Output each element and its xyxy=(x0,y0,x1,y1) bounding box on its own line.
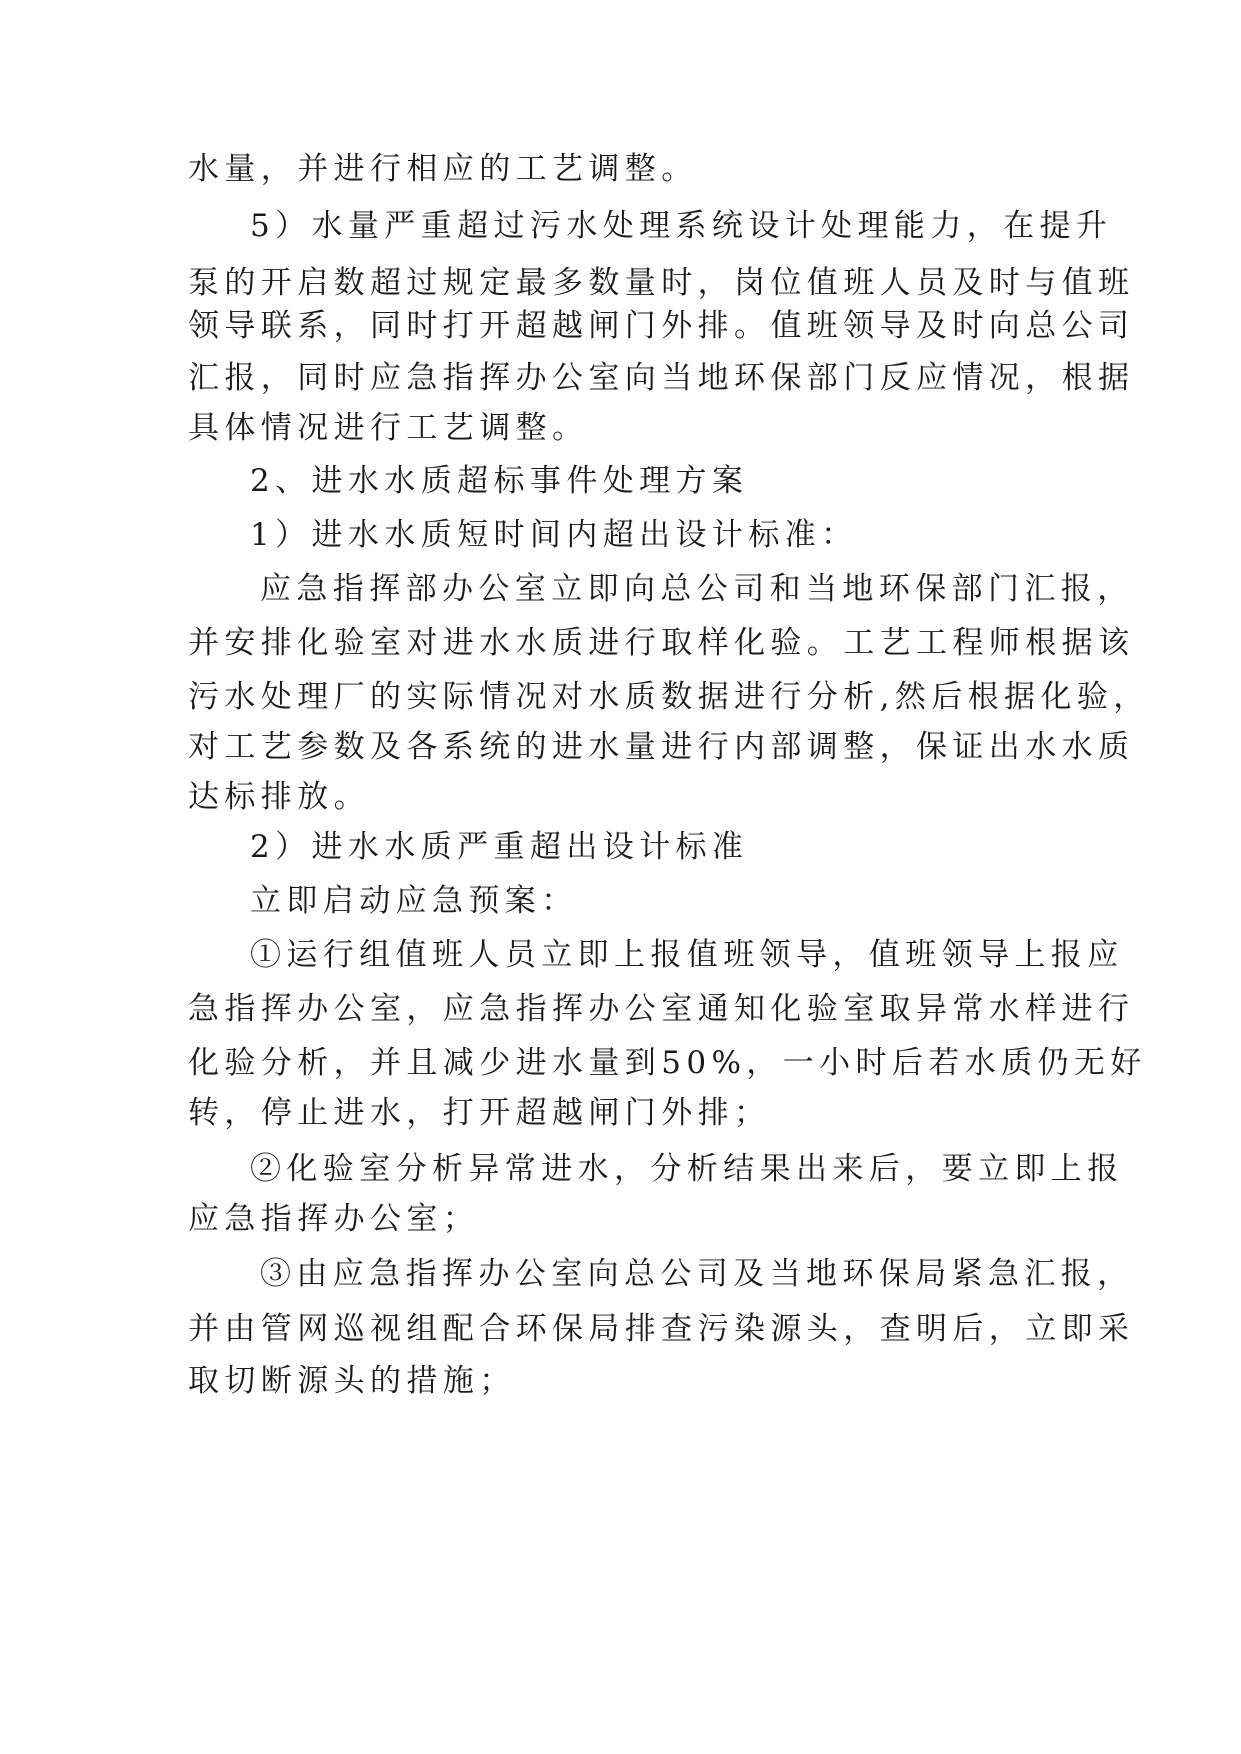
subsection-heading: 2）进水水质严重超出设计标准 xyxy=(250,829,749,865)
text-line: 并由管网巡视组配合环保局排查污染源头，查明后，立即采 xyxy=(188,1311,1135,1347)
text-line: 具体情况进行工艺调整。 xyxy=(188,410,589,446)
text-line: 化验分析，并且减少进水量到50%，一小时后若水质仍无好 xyxy=(188,1045,1147,1081)
text-line: 5）水量严重超过污水处理系统设计处理能力，在提升 xyxy=(250,208,1113,244)
text-line: 转，停止进水，打开超越闸门外排； xyxy=(188,1095,771,1131)
text-line: 泵的开启数超过规定最多数量时，岗位值班人员及时与值班 xyxy=(188,265,1135,301)
text-line: 领导联系，同时打开超越闸门外排。值班领导及时向总公司 xyxy=(188,308,1135,344)
text-line: 水量，并进行相应的工艺调整。 xyxy=(188,151,698,187)
list-item: ①运行组值班人员立即上报值班领导，值班领导上报应 xyxy=(250,937,1124,973)
text-line: 达标排放。 xyxy=(188,779,370,815)
text-line: 对工艺参数及各系统的进水量进行内部调整，保证出水水质 xyxy=(188,729,1135,765)
subsection-heading: 1）进水水质短时间内超出设计标准： xyxy=(250,517,858,553)
text-line: 应急指挥办公室； xyxy=(188,1201,480,1237)
text-line: 汇报，同时应急指挥办公室向当地环保部门反应情况，根据 xyxy=(188,360,1135,396)
text-line: 立即启动应急预案： xyxy=(250,883,578,919)
list-item: ②化验室分析异常进水，分析结果出来后，要立即上报 xyxy=(250,1151,1124,1187)
section-heading: 2、进水水质超标事件处理方案 xyxy=(250,463,749,499)
text-line: 取切断源头的措施； xyxy=(188,1363,516,1399)
text-line: 并安排化验室对进水水质进行取样化验。工艺工程师根据该 xyxy=(188,625,1135,661)
text-line: 急指挥办公室，应急指挥办公室通知化验室取异常水样进行 xyxy=(188,991,1135,1027)
text-line: 污水处理厂的实际情况对水质数据进行分析,然后根据化验， xyxy=(188,679,1150,715)
list-item: ③由应急指挥办公室向总公司及当地环保局紧急汇报， xyxy=(260,1256,1134,1292)
text-line: 应急指挥部办公室立即向总公司和当地环保部门汇报， xyxy=(260,571,1134,607)
